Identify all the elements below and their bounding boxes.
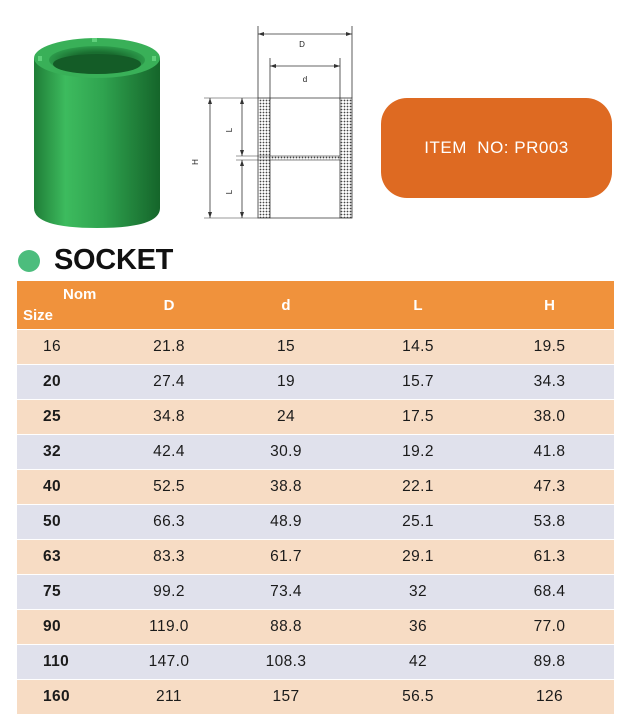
cell-L: 22.1 [351, 470, 485, 505]
cell-H: 19.5 [485, 330, 614, 365]
cell-d: 38.8 [221, 470, 351, 505]
cell-L: 56.5 [351, 680, 485, 715]
cell-L: 25.1 [351, 505, 485, 540]
dimension-drawing [190, 12, 370, 227]
table-row [17, 400, 614, 435]
cell-size: 75 [17, 575, 117, 610]
cell-L: 29.1 [351, 540, 485, 575]
cell-H: 126 [485, 680, 614, 715]
label-D: D [299, 40, 305, 49]
cell-d: 24 [221, 400, 351, 435]
item-number-badge [381, 98, 612, 198]
cell-H: 89.8 [485, 645, 614, 680]
cell-d: 61.7 [221, 540, 351, 575]
table-row [17, 470, 614, 505]
cell-H: 41.8 [485, 435, 614, 470]
cell-D: 21.8 [117, 330, 221, 365]
header-L: L [351, 281, 485, 330]
cell-size: 50 [17, 505, 117, 540]
cell-d: 30.9 [221, 435, 351, 470]
cell-d: 108.3 [221, 645, 351, 680]
cell-H: 53.8 [485, 505, 614, 540]
cell-L: 17.5 [351, 400, 485, 435]
cell-H: 68.4 [485, 575, 614, 610]
header-d: d [221, 281, 351, 330]
cell-d: 15 [221, 330, 351, 365]
table-body [17, 330, 614, 715]
table-row [17, 645, 614, 680]
cell-size: 110 [17, 645, 117, 680]
cell-size: 25 [17, 400, 117, 435]
cell-D: 66.3 [117, 505, 221, 540]
cell-L: 15.7 [351, 365, 485, 400]
label-d: d [302, 75, 308, 84]
cell-size: 20 [17, 365, 117, 400]
cell-D: 119.0 [117, 610, 221, 645]
cell-D: 99.2 [117, 575, 221, 610]
cell-size: 90 [17, 610, 117, 645]
cell-L: 19.2 [351, 435, 485, 470]
cell-H: 77.0 [485, 610, 614, 645]
product-photo [30, 36, 165, 231]
bullet-dot-icon [18, 250, 40, 272]
table-header-row [17, 281, 614, 330]
cell-d: 48.9 [221, 505, 351, 540]
cell-D: 52.5 [117, 470, 221, 505]
cell-size: 160 [17, 680, 117, 715]
header-nom-size [17, 281, 117, 330]
section-title-row [18, 244, 173, 277]
table-row [17, 610, 614, 645]
cell-D: 83.3 [117, 540, 221, 575]
table-row [17, 330, 614, 365]
cell-L: 42 [351, 645, 485, 680]
spec-table [17, 281, 614, 714]
cell-D: 34.8 [117, 400, 221, 435]
cell-D: 211 [117, 680, 221, 715]
header-D: D [117, 281, 221, 330]
cell-H: 34.3 [485, 365, 614, 400]
cell-d: 73.4 [221, 575, 351, 610]
cell-D: 27.4 [117, 365, 221, 400]
header-nom: Nom [63, 286, 97, 303]
table-row [17, 505, 614, 540]
cell-H: 38.0 [485, 400, 614, 435]
cell-L: 32 [351, 575, 485, 610]
table-row [17, 680, 614, 715]
cell-H: 61.3 [485, 540, 614, 575]
cell-D: 42.4 [117, 435, 221, 470]
table-row [17, 540, 614, 575]
cell-size: 32 [17, 435, 117, 470]
table-row [17, 575, 614, 610]
cell-D: 147.0 [117, 645, 221, 680]
cell-L: 36 [351, 610, 485, 645]
cell-size: 16 [17, 330, 117, 365]
label-L-top: L [225, 127, 234, 133]
cell-size: 63 [17, 540, 117, 575]
page-title: SOCKET [54, 244, 174, 276]
table-row [17, 435, 614, 470]
label-L-bottom: L [225, 189, 234, 195]
item-number-text: ITEM NO: PR003 [424, 138, 569, 157]
header-size: Size [23, 307, 54, 324]
cell-d: 157 [221, 680, 351, 715]
cell-d: 88.8 [221, 610, 351, 645]
cell-d: 19 [221, 365, 351, 400]
cell-size: 40 [17, 470, 117, 505]
table-row [17, 365, 614, 400]
label-H: H [191, 159, 200, 165]
cell-H: 47.3 [485, 470, 614, 505]
cell-L: 14.5 [351, 330, 485, 365]
header-H: H [485, 281, 614, 330]
